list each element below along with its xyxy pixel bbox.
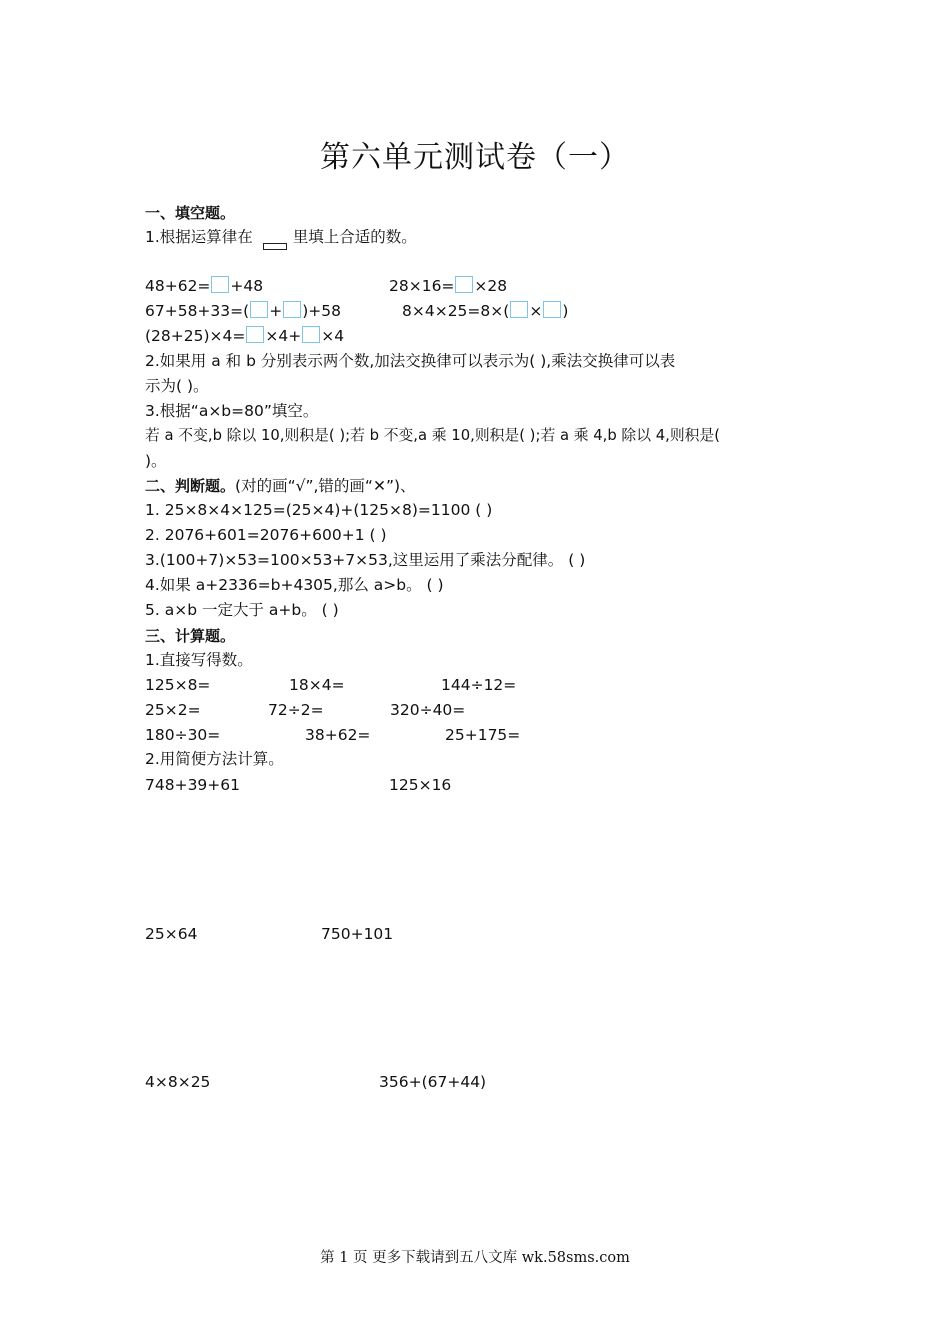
eq3-left: (28+25)×4= bbox=[145, 327, 246, 345]
answer-box-icon bbox=[263, 243, 287, 250]
q3-line-3: )。 bbox=[145, 452, 167, 470]
calc-item: 25×64 bbox=[145, 925, 198, 943]
oral-item: 38+62= bbox=[305, 726, 371, 744]
eq1b-right: ×28 bbox=[474, 277, 508, 295]
oral-item: 320÷40= bbox=[390, 701, 466, 719]
fill-box[interactable] bbox=[302, 326, 320, 343]
calc-item: 750+101 bbox=[321, 925, 394, 943]
judge-item-2: 2. 2076+601=2076+600+1 ( ) bbox=[145, 526, 387, 544]
eq2b-mid: × bbox=[529, 302, 543, 320]
fill-box[interactable] bbox=[211, 276, 229, 293]
eq2a-mid: + bbox=[269, 302, 283, 320]
section-1-heading: 一、填空题。 bbox=[145, 204, 236, 222]
judge-item-3: 3.(100+7)×53=100×53+7×53,这里运用了乘法分配律。 ( ) bbox=[145, 551, 586, 569]
fill-box[interactable] bbox=[250, 301, 268, 318]
eq3 bbox=[145, 326, 344, 346]
eq2a-right: )+58 bbox=[302, 302, 341, 320]
eq2a-left: 67+58+33=( bbox=[145, 302, 250, 320]
q2-line-2: 示为( )。 bbox=[145, 377, 209, 395]
eq3-right: ×4 bbox=[321, 327, 345, 345]
oral-item: 180÷30= bbox=[145, 726, 221, 744]
calc-item: 4×8×25 bbox=[145, 1073, 211, 1091]
calc-q1-label: 1.直接写得数。 bbox=[145, 651, 253, 669]
oral-item: 144÷12= bbox=[441, 676, 517, 694]
eq2a bbox=[145, 301, 341, 321]
judge-item-1: 1. 25×8×4×125=(25×4)+(125×8)=1100 ( ) bbox=[145, 501, 493, 519]
eq3-mid: ×4+ bbox=[265, 327, 302, 345]
page-footer: 第 1 页 更多下载请到五八文库 wk.58sms.com bbox=[320, 1250, 630, 1266]
oral-item: 25×2= bbox=[145, 701, 201, 719]
oral-item: 25+175= bbox=[445, 726, 521, 744]
eq2b-right: ) bbox=[562, 302, 569, 320]
section-2-heading bbox=[145, 476, 416, 496]
oral-item: 18×4= bbox=[289, 676, 345, 694]
fill-box[interactable] bbox=[510, 301, 528, 318]
eq1a bbox=[145, 276, 263, 296]
oral-item: 125×8= bbox=[145, 676, 211, 694]
fill-box[interactable] bbox=[283, 301, 301, 318]
page-title: 第六单元测试卷（一） bbox=[320, 140, 630, 175]
oral-item: 72÷2= bbox=[268, 701, 324, 719]
eq1b-left: 28×16= bbox=[389, 277, 455, 295]
fill-box[interactable] bbox=[455, 276, 473, 293]
calc-item: 356+(67+44) bbox=[379, 1073, 487, 1091]
fill-box[interactable] bbox=[246, 326, 264, 343]
q3-line-1: 3.根据“a×b=80”填空。 bbox=[145, 402, 319, 420]
eq2b-left: 8×4×25=8×( bbox=[402, 302, 510, 320]
section-3-heading: 三、计算题。 bbox=[145, 627, 236, 645]
eq1a-left: 48+62= bbox=[145, 277, 211, 295]
q1-intro bbox=[145, 227, 417, 250]
eq1b bbox=[389, 276, 507, 296]
judge-item-4: 4.如果 a+2336=b+4305,那么 a>b。 ( ) bbox=[145, 576, 444, 594]
section-2-note: (对的画“√”,错的画“✕”)、 bbox=[235, 477, 416, 495]
q1-intro-end: 里填上合适的数。 bbox=[292, 228, 417, 246]
calc-q2-label: 2.用简便方法计算。 bbox=[145, 750, 284, 768]
judge-item-5: 5. a×b 一定大于 a+b。 ( ) bbox=[145, 601, 339, 619]
eq1a-right: +48 bbox=[230, 277, 264, 295]
section-2-title: 二、判断题。 bbox=[145, 477, 236, 495]
q3-line-2: 若 a 不变,b 除以 10,则积是( );若 b 不变,a 乘 10,则积是( );若 a 乘 4,b 除以 4,则积是( bbox=[145, 427, 721, 444]
q1-intro-start: 1.根据运算律在 bbox=[145, 228, 253, 246]
eq2b bbox=[402, 301, 568, 321]
fill-box[interactable] bbox=[543, 301, 561, 318]
calc-item: 748+39+61 bbox=[145, 776, 241, 794]
calc-item: 125×16 bbox=[389, 776, 452, 794]
q2-line-1: 2.如果用 a 和 b 分别表示两个数,加法交换律可以表示为( ),乘法交换律可以表 bbox=[145, 352, 676, 370]
